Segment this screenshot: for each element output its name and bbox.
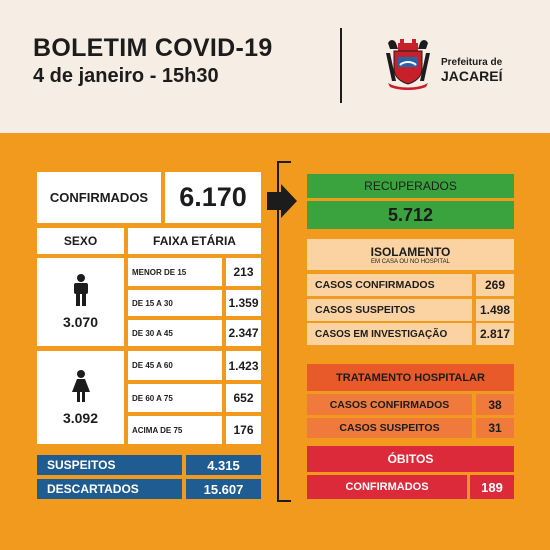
- faixa-value: 213: [226, 258, 261, 286]
- faixa-value: 2.347: [226, 320, 261, 346]
- isolamento-row-label: CASOS SUSPEITOS: [307, 299, 472, 321]
- tratamento-row-label: CASOS SUSPEITOS: [307, 418, 472, 438]
- faixa-value: 652: [226, 384, 261, 412]
- sexo-feminino-value: 3.092: [62, 409, 99, 426]
- header: [0, 0, 550, 133]
- coat-of-arms-logo-icon: [380, 37, 436, 91]
- obitos-value: 189: [470, 475, 514, 499]
- faixa-label: DE 60 A 75: [128, 384, 222, 412]
- tratamento-row-value: 31: [476, 418, 514, 438]
- descartados-value: 15.607: [186, 479, 261, 499]
- page-title: BOLETIM COVID-19: [33, 34, 273, 62]
- city-name: JACAREÍ: [441, 68, 503, 84]
- faixa-etaria-header: FAIXA ETÁRIA: [128, 228, 261, 254]
- obitos-label: CONFIRMADOS: [307, 475, 467, 499]
- tratamento-row-label: CASOS CONFIRMADOS: [307, 394, 472, 415]
- sexo-feminino-card: [37, 351, 124, 444]
- descartados-label: DESCARTADOS: [37, 479, 182, 499]
- tratamento-row-value: 38: [476, 394, 514, 415]
- obitos-title: ÓBITOS: [307, 446, 514, 472]
- sexo-header: SEXO: [37, 228, 124, 254]
- isolamento-row-value: 2.817: [476, 323, 514, 345]
- faixa-value: 1.423: [226, 351, 261, 380]
- faixa-value: 1.359: [226, 290, 261, 316]
- isolamento-subtitle: EM CASA OU NO HOSPITAL: [371, 258, 450, 265]
- isolamento-title: ISOLAMENTO: [370, 244, 451, 259]
- arrow-right-icon: [267, 184, 297, 218]
- tratamento-title: TRATAMENTO HOSPITALAR: [307, 364, 514, 391]
- sexo-masculino-card: [37, 258, 124, 346]
- faixa-label: ACIMA DE 75: [128, 416, 222, 444]
- page-subtitle: 4 de janeiro - 15h30: [33, 65, 219, 87]
- isolamento-row-label: CASOS CONFIRMADOS: [307, 274, 472, 296]
- prefeitura-label: Prefeitura de: [441, 57, 503, 68]
- isolamento-row-value: 269: [476, 274, 514, 296]
- confirmados-label: CONFIRMADOS: [37, 172, 161, 223]
- header-divider: [340, 28, 342, 103]
- suspeitos-value: 4.315: [186, 455, 261, 475]
- isolamento-row-label: CASOS EM INVESTIGAÇÃO: [307, 323, 472, 345]
- faixa-label: DE 45 A 60: [128, 351, 222, 380]
- faixa-label: DE 30 A 45: [128, 320, 222, 346]
- isolamento-header: [307, 239, 514, 270]
- faixa-value: 176: [226, 416, 261, 444]
- faixa-label: DE 15 A 30: [128, 290, 222, 316]
- confirmados-value: 6.170: [165, 172, 261, 223]
- male-person-icon: [72, 274, 90, 306]
- female-person-icon: [71, 370, 91, 402]
- faixa-label: MENOR DE 15: [128, 258, 222, 286]
- recuperados-label: RECUPERADOS: [307, 174, 514, 198]
- suspeitos-label: SUSPEITOS: [37, 455, 182, 475]
- sexo-masculino-value: 3.070: [62, 314, 99, 330]
- recuperados-value: 5.712: [307, 201, 514, 229]
- isolamento-row-value: 1.498: [476, 299, 514, 321]
